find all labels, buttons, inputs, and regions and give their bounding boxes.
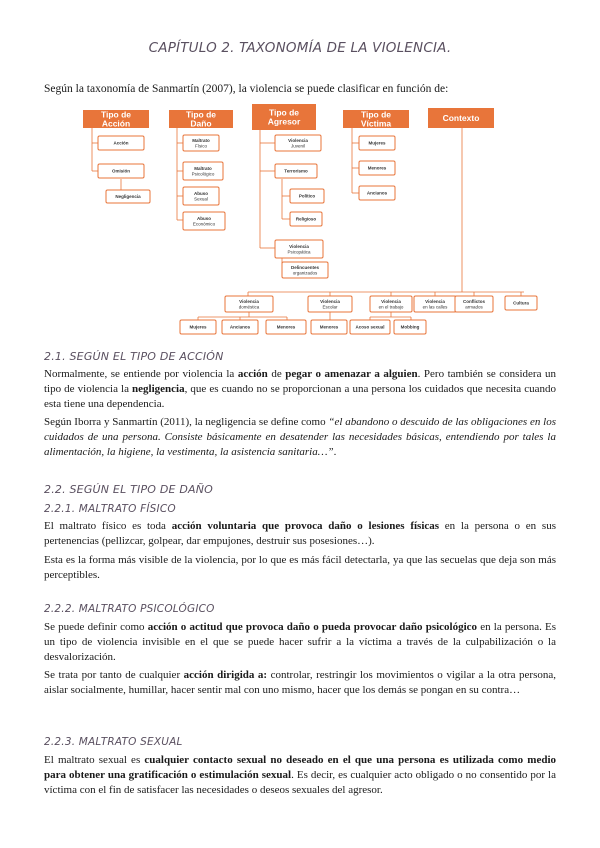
node-omision [98, 164, 144, 178]
taxonomy-diagram [0, 0, 600, 345]
svg-text:Escolar: Escolar [322, 304, 338, 310]
svg-text:Agresor: Agresor [267, 116, 301, 127]
node-religioso [290, 212, 322, 226]
svg-text:Mujeres: Mujeres [189, 324, 207, 330]
node-domestica-mujeres [180, 320, 216, 334]
node-violencia-en-el-trabajo [370, 296, 412, 312]
node-trabajo-mobbing [394, 320, 426, 334]
svg-text:Mobbing: Mobbing [400, 324, 420, 330]
section-2-2-3-heading: 2.2.3. MALTRATO SEXUAL [44, 736, 183, 748]
node-violencia-domestica [225, 296, 273, 312]
section-2-2-2-paragraph-1: Se puede definir como acción o actitud que provoca daño o pueda provocar daño psicológico en la persona. Es un tipo de violencia invisible en el que se puede hacer sufrir a la víctima a través de la culpabilización o la desvalorización. [44, 621, 556, 663]
svg-text:Sexual: Sexual [194, 196, 208, 202]
section-2-2-1-heading: 2.2.1. MALTRATO FÍSICO [44, 503, 176, 515]
node-conflictos-armados [455, 296, 493, 312]
svg-text:doméstica: doméstica [238, 304, 260, 310]
section-2-2-3-paragraph-1: El maltrato sexual es cualquier contacto sexual no deseado en el que una persona es utilizada como medio para obtener una gratificación o estimulación sexual. Es decir, es cualquier acto obligado o no consentido por la víctima con el fin de satisfacer las necesidades o deseos sexuales del agresor. [44, 754, 556, 796]
svg-text:Ancianos: Ancianos [366, 190, 388, 196]
node-maltrato-psicologico [183, 162, 223, 180]
node-violencia-juvenil [275, 135, 321, 151]
node-ancianos [359, 186, 395, 200]
svg-text:Menores: Menores [367, 165, 387, 171]
header-tipo-de-agresor [252, 104, 316, 130]
svg-text:Tipo de: Tipo de [185, 109, 217, 120]
svg-text:Acción: Acción [113, 140, 129, 146]
svg-text:Abuso: Abuso [197, 215, 211, 221]
node-menores [359, 161, 395, 175]
node-domestica-ancianos [222, 320, 258, 334]
svg-text:Religioso: Religioso [295, 216, 317, 222]
svg-text:Maltrato: Maltrato [194, 165, 212, 171]
section-2-2-heading: 2.2. SEGÚN EL TIPO DE DAÑO [44, 483, 214, 496]
node-trabajo-acoso-sexual [350, 320, 390, 334]
section-2-1-paragraph-2: Según Iborra y Sanmartín (2011), la negligencia se define como “el abandono o descuido de las obligaciones en los cuidados de una persona. Consiste básicamente en desatender las necesidades básicas, entendiendo por tales la alimentación, la higiene, la vestimenta, la asistencia sanitaria…”. [44, 416, 556, 458]
svg-text:Violencia: Violencia [288, 137, 308, 143]
svg-text:Violencia: Violencia [425, 298, 445, 304]
svg-text:Terrorismo: Terrorismo [284, 168, 308, 174]
section-2-2-1-paragraph-2: Esta es la forma más visible de la violencia, por lo que es más fácil detectarla, ya que las secuelas que deja son más perceptibles. [44, 554, 556, 581]
svg-text:Violencia: Violencia [239, 298, 259, 304]
svg-text:Víctima: Víctima [360, 118, 392, 129]
header-contexto [428, 108, 494, 128]
svg-text:Menores: Menores [319, 324, 339, 330]
svg-text:Contexto: Contexto [442, 113, 480, 123]
node-cultura [505, 296, 537, 310]
section-2-2-2-heading: 2.2.2. MALTRATO PSICOLÓGICO [44, 603, 215, 615]
node-accion [98, 136, 144, 150]
svg-text:Abuso: Abuso [194, 190, 208, 196]
header-tipo-de-victima [343, 110, 409, 129]
svg-text:Cultura: Cultura [513, 300, 529, 306]
node-negligencia [106, 190, 150, 203]
svg-text:Psicológico: Psicológico [191, 171, 215, 177]
svg-text:Negligencia: Negligencia [115, 194, 141, 200]
section-2-1-paragraph-1: Normalmente, se entiende por violencia la acción de pegar o amenazar a alguien. Pero también se considera un tipo de violencia la negligencia, que es cuando no se proporcionan a una persona los cuidados que necesita cuando esta tiene una dependencia. [44, 368, 556, 410]
svg-text:Menores: Menores [276, 324, 296, 330]
header-tipo-de-accion [83, 110, 149, 129]
svg-text:Psicopática: Psicopática [287, 249, 311, 255]
svg-text:Tipo de: Tipo de [268, 107, 300, 118]
svg-text:en el trabajo: en el trabajo [378, 304, 404, 310]
node-delincuentes-organizados [282, 262, 328, 278]
svg-text:Físico: Físico [194, 143, 208, 149]
svg-text:Tipo de: Tipo de [100, 109, 132, 120]
node-violencia-en-las-calles [414, 296, 456, 312]
svg-text:Mujeres: Mujeres [368, 140, 386, 146]
svg-text:Económico: Económico [192, 221, 216, 227]
svg-text:Acción: Acción [101, 118, 131, 129]
chapter-title: CAPÍTULO 2. TAXONOMÍA DE LA VIOLENCIA. [148, 40, 452, 56]
node-mujeres [359, 136, 395, 150]
section-2-1-heading: 2.1. SEGÚN EL TIPO DE ACCIÓN [44, 350, 224, 363]
svg-text:Político: Político [298, 193, 316, 199]
svg-text:armados: armados [465, 304, 483, 310]
node-domestica-menores [266, 320, 306, 334]
svg-text:Delincuentes: Delincuentes [290, 264, 320, 270]
node-abuso-economico [183, 212, 225, 230]
svg-text:Maltrato: Maltrato [192, 137, 210, 143]
node-terrorismo [275, 164, 317, 178]
svg-text:en las calles: en las calles [422, 304, 448, 310]
node-politico [290, 189, 324, 203]
node-escolar-menores [311, 320, 347, 334]
svg-text:Ancianos: Ancianos [229, 324, 251, 330]
svg-text:Omisión: Omisión [111, 168, 131, 174]
svg-text:Tipo de: Tipo de [360, 109, 392, 120]
intro-text: Según la taxonomía de Sanmartín (2007), la violencia se puede clasificar en función de: [44, 83, 449, 95]
svg-text:Acoso sexual: Acoso sexual [355, 324, 385, 330]
svg-text:Juvenil: Juvenil [290, 143, 306, 149]
node-abuso-sexual [183, 187, 219, 205]
section-2-2-2-paragraph-2: Se trata por tanto de cualquier acción dirigida a: controlar, restringir los movimientos o vigilar a la otra persona, aislar socialmente, humillar, hacer sentir mal con uno mismo, hacer que los demás se pongan en su contra… [44, 669, 556, 696]
header-tipo-de-dano [169, 110, 233, 129]
svg-text:Conflictos: Conflictos [463, 298, 485, 304]
svg-text:Violencia: Violencia [381, 298, 401, 304]
svg-text:Violencia: Violencia [320, 298, 340, 304]
svg-text:Daño: Daño [190, 118, 212, 129]
section-2-2-1-paragraph-1: El maltrato físico es toda acción voluntaria que provoca daño o lesiones físicas en la persona o en sus pertenencias (pellizcar, golpear, dar empujones, destruir sus posesiones…). [44, 520, 556, 547]
svg-text:Violencia: Violencia [289, 243, 309, 249]
node-maltrato-fisico [183, 135, 219, 151]
node-violencia-psicopatica [275, 240, 323, 258]
svg-text:organizados: organizados [292, 270, 318, 276]
node-violencia-escolar [308, 296, 352, 312]
